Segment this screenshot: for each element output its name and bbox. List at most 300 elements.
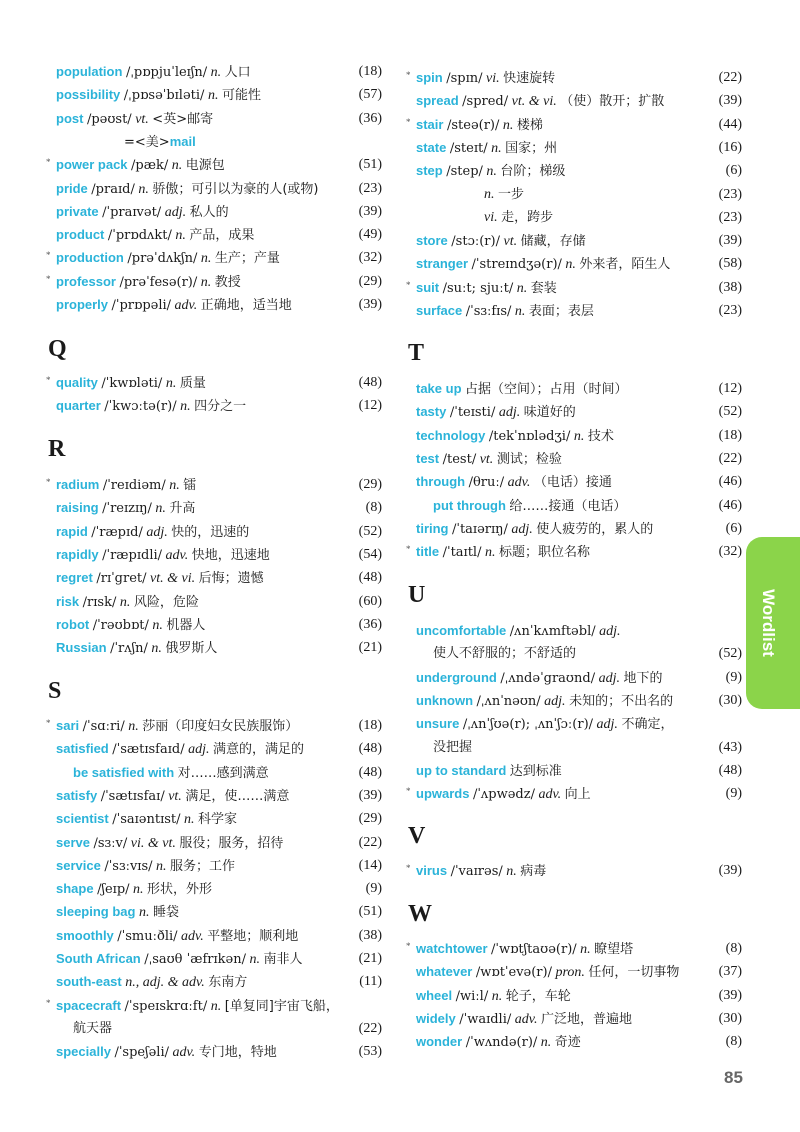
entry-meaning: 满意的，满足的 [212, 742, 304, 758]
entry-headword: professor [56, 273, 116, 289]
entry-unit-number: (49) [358, 227, 382, 243]
entry-body [416, 161, 565, 182]
new-word-star-icon: * [46, 273, 51, 284]
entry-phonetic: /ˈsmuːðli/ [117, 928, 178, 944]
entry-unit-number: (11) [359, 974, 382, 990]
entry-body [56, 809, 237, 830]
entry-headword: tasty [416, 404, 447, 420]
entry-headword: wheel [416, 987, 453, 1003]
entry-part-of-speech: n. [175, 228, 186, 244]
entry-body [416, 784, 591, 805]
entry-part-of-speech: vt. & vi. [511, 94, 557, 110]
entry-unit-number: (39) [358, 203, 382, 219]
entry-meaning: 没把握 [433, 739, 473, 755]
entry-headword: stranger [416, 256, 469, 272]
entry-meaning: 骄傲；可引以为豪的人(或物) [152, 181, 319, 197]
entry-body [56, 716, 298, 737]
entry-meaning: 套装 [530, 280, 557, 296]
entry-meaning: 快速旋转 [503, 71, 556, 86]
entry-unit-number: (22) [358, 1020, 382, 1036]
entry-part-of-speech: n. [119, 594, 131, 610]
entry-meaning: 后悔；遗憾 [198, 571, 264, 587]
entry-unit-number: (18) [718, 427, 742, 443]
entry-meaning: 质量 [179, 376, 206, 391]
new-word-star-icon: * [46, 997, 51, 1008]
entry-headword: store [416, 233, 448, 249]
word-entry [408, 185, 742, 205]
entry-part-of-speech: vi. [486, 71, 500, 86]
word-entry [48, 179, 382, 199]
entry-phonetic: /pəʊst/ [86, 111, 132, 127]
entry-phonetic: /ˈvaɪrəs/ [450, 864, 503, 879]
section-letter-s: S [48, 678, 62, 704]
entry-body [73, 1019, 112, 1039]
word-entry [48, 833, 382, 853]
entry-body [73, 763, 269, 784]
entry-part-of-speech: n. [540, 1035, 552, 1051]
entry-meaning: （使）散开；扩散 [560, 94, 665, 110]
entry-headword: take up [416, 381, 462, 396]
entry-part-of-speech: adj. [544, 693, 566, 709]
entry-body [433, 644, 576, 664]
entry-meaning: 台阶；梯级 [500, 164, 566, 180]
word-entry [48, 295, 382, 315]
entry-part-of-speech: pron. [555, 965, 585, 981]
entry-headword: unknown [416, 692, 474, 708]
entry-headword: virus [416, 863, 448, 878]
word-entry [48, 545, 382, 565]
entry-unit-number: (48) [358, 570, 382, 586]
entry-headword: upwards [416, 786, 470, 802]
entry-part-of-speech: n. [152, 617, 163, 633]
entry-body [56, 295, 292, 316]
entry-meaning: 机器人 [166, 617, 206, 633]
entry-meaning: （电话）接通 [533, 475, 612, 491]
entry-meaning: 储藏，存储 [520, 234, 586, 250]
entry-meaning: 人口 [224, 65, 251, 80]
entry-body [56, 879, 212, 900]
entry-phonetic: /ˈkwɔːtə(r)/ [104, 399, 177, 415]
entry-meaning: 私人的 [189, 204, 229, 220]
entry-part-of-speech: vt. [135, 111, 149, 127]
word-entry [408, 496, 742, 516]
entry-headword: whatever [416, 964, 473, 980]
entry-unit-number: (29) [358, 273, 382, 289]
entry-headword: satisfy [56, 787, 98, 803]
entry-body [56, 272, 241, 293]
entry-part-of-speech: adv. [514, 1011, 538, 1027]
entry-headword: title [416, 544, 440, 560]
entry-phonetic: /rɪsk/ [82, 594, 117, 610]
entry-body [416, 668, 662, 689]
entry-part-of-speech: adj. [596, 717, 618, 733]
entry-meaning: 走，跨步 [501, 209, 554, 225]
word-entry [48, 716, 382, 736]
entry-headword: product [56, 227, 105, 243]
entry-unit-number: (48) [358, 764, 382, 780]
entry-unit-number: (22) [358, 834, 382, 850]
entry-unit-number: (48) [358, 375, 382, 390]
word-entry [408, 91, 742, 111]
entry-body [416, 986, 571, 1007]
entry-phonetic: /ˈkwɒləti/ [101, 376, 163, 391]
entry-meaning: 不确定， [621, 717, 674, 733]
entry-meaning: 向上 [564, 787, 591, 803]
entry-body [416, 621, 621, 642]
entry-headword: put through [433, 497, 506, 513]
entry-headword: unsure [416, 716, 460, 732]
entry-meaning: 任何，一切事物 [588, 965, 680, 981]
entry-phonetic: /spred/ [462, 94, 509, 110]
entry-meaning: 快地，迅速地 [191, 547, 270, 563]
entry-headword: quarter [56, 398, 101, 414]
entry-part-of-speech: n. [171, 158, 183, 174]
entry-part-of-speech: n. [138, 181, 149, 197]
entry-meaning: 正确地，适当地 [200, 298, 292, 313]
entry-phonetic: /ˈtaɪərɪŋ/ [452, 521, 508, 537]
entry-unit-number: (18) [358, 718, 382, 733]
word-entry [48, 475, 382, 495]
entry-body [416, 691, 673, 712]
entry-part-of-speech: vi. & vt. [130, 835, 176, 851]
entry-part-of-speech: n. [580, 942, 591, 957]
entry-unit-number: (30) [718, 692, 742, 708]
new-word-star-icon: * [406, 786, 411, 797]
entry-unit-number: (9) [725, 669, 742, 685]
entry-headword: South African [56, 951, 141, 966]
section-letter-v: V [408, 823, 426, 849]
entry-headword: properly [56, 297, 109, 312]
entry-part-of-speech: n. [506, 864, 517, 879]
entry-phonetic: /praɪd/ [91, 181, 135, 197]
entry-unit-number: (39) [718, 233, 742, 249]
word-entry [408, 986, 742, 1006]
entry-meaning: 东南方 [208, 975, 248, 991]
entry-meaning: 风险，危险 [133, 594, 199, 610]
word-entry [408, 278, 742, 298]
entry-unit-number: (39) [718, 93, 742, 109]
new-word-star-icon: * [46, 157, 51, 168]
entry-body [124, 132, 196, 153]
entry-part-of-speech: n. [514, 304, 526, 319]
entry-headword: surface [416, 303, 463, 318]
entry-part-of-speech: n. [138, 905, 150, 921]
entry-part-of-speech: vt. [168, 788, 182, 804]
entry-headword: watchtower [416, 941, 488, 956]
word-entry [408, 939, 742, 959]
word-entry [48, 396, 382, 416]
entry-phonetic: /ˈspeʃəli/ [114, 1045, 169, 1061]
entry-meaning: 教授 [214, 274, 241, 290]
entry-unit-number: (8) [725, 1034, 742, 1050]
entry-headword: spin [416, 70, 443, 85]
entry-phonetic: /θruː/ [468, 475, 505, 491]
entry-phonetic: /ˈteɪsti/ [449, 405, 496, 421]
entry-headword: satisfied [56, 741, 109, 757]
entry-part-of-speech: n. [502, 117, 514, 133]
word-entry [48, 498, 382, 518]
entry-body [56, 786, 289, 807]
entry-headword: sleeping bag [56, 904, 136, 920]
entry-body [56, 739, 304, 760]
word-entry [408, 644, 742, 664]
word-entry [48, 1019, 382, 1039]
entry-meaning: 楼梯 [516, 117, 543, 133]
word-entry [408, 301, 742, 321]
entry-unit-number: (8) [725, 941, 742, 956]
entry-headword: serve [56, 834, 90, 850]
entry-headword: possibility [56, 87, 121, 103]
entry-part-of-speech: n. [165, 376, 177, 391]
entry-headword: production [56, 250, 124, 266]
new-word-star-icon: * [406, 116, 411, 127]
entry-part-of-speech: n. [169, 478, 180, 493]
word-entry [48, 373, 382, 393]
entry-unit-number: (51) [358, 904, 382, 920]
entry-meaning: 四分之一 [194, 399, 247, 415]
entry-body [416, 91, 664, 112]
word-entry [408, 784, 742, 804]
entry-body [416, 519, 653, 540]
entry-body [416, 1009, 632, 1030]
entry-phonetic: /suːt; sjuːt/ [442, 280, 514, 296]
entry-part-of-speech: adv. [174, 298, 198, 313]
section-letter-r: R [48, 436, 66, 462]
entry-meaning: 莎丽（印度妇女民族服饰） [142, 719, 299, 734]
entry-part-of-speech: n. [128, 719, 139, 734]
entry-phonetic: /wiːl/ [455, 988, 489, 1004]
word-entry [48, 109, 382, 129]
entry-meaning: 给……接通（电话） [509, 498, 627, 514]
entry-unit-number: (39) [358, 787, 382, 803]
entry-body [416, 115, 543, 136]
word-entry [408, 1009, 742, 1029]
entry-body [484, 185, 524, 205]
entry-body [56, 522, 249, 543]
entry-phonetic: /stɔː(r)/ [451, 234, 500, 250]
entry-part-of-speech: adj. [146, 524, 168, 540]
entry-phonetic: /ˈsɜːvɪs/ [104, 858, 153, 874]
entry-phonetic: /ˈstreɪndʒə(r)/ [471, 257, 562, 273]
entry-unit-number: (52) [718, 404, 742, 420]
entry-part-of-speech: adv. [181, 928, 204, 944]
entry-meaning: 可能性 [221, 88, 261, 104]
entry-meaning: <英>邮寄 [152, 111, 214, 127]
entry-body [416, 231, 586, 252]
entry-headword: up to standard [416, 762, 507, 778]
entry-unit-number: (38) [718, 279, 742, 295]
new-word-star-icon: * [406, 279, 411, 290]
entry-meaning: 外来者，陌生人 [579, 257, 671, 273]
entry-body [416, 939, 633, 960]
word-entry [408, 231, 742, 251]
entry-phonetic: /ˈprɒpəli/ [111, 298, 172, 313]
entry-part-of-speech: n. [184, 812, 195, 828]
entry-part-of-speech: n. [207, 88, 219, 104]
entry-unit-number: (53) [358, 1044, 382, 1060]
entry-unit-number: (9) [725, 786, 742, 802]
entry-meaning: 占据（空间）；占用（时间） [465, 382, 628, 397]
word-entry [408, 254, 742, 274]
entry-part-of-speech: adj. [598, 670, 620, 686]
word-entry [408, 138, 742, 158]
word-entry [408, 161, 742, 181]
entry-part-of-speech: n. [151, 641, 162, 657]
entry-headword: risk [56, 593, 80, 609]
entry-meaning: 生产；产量 [214, 251, 280, 267]
word-entry [408, 761, 742, 781]
entry-body [416, 542, 590, 563]
word-entry [48, 62, 382, 82]
entry-meaning: 使人疲劳的，累人的 [536, 521, 654, 537]
entry-meaning: 未知的；不出名的 [569, 693, 674, 709]
entry-headword: power pack [56, 157, 128, 173]
entry-meaning: 国家；州 [505, 140, 558, 156]
entry-headword: stair [416, 116, 444, 132]
word-entry [48, 856, 382, 876]
word-entry [408, 738, 742, 758]
entry-meaning: 俄罗斯人 [165, 641, 218, 657]
entry-unit-number: (48) [358, 741, 382, 757]
entry-unit-number: (57) [358, 87, 382, 103]
entry-part-of-speech: n. [565, 257, 576, 273]
entry-body [416, 278, 557, 299]
entry-body [56, 225, 254, 246]
entry-headword: wonder [416, 1034, 463, 1050]
entry-headword: Russian [56, 640, 107, 656]
entry-unit-number: (18) [358, 64, 382, 79]
entry-phonetic: /ˌʌndəˈgraʊnd/ [500, 670, 596, 686]
entry-body [56, 615, 205, 636]
entry-part-of-speech: n. [484, 545, 496, 561]
word-entry [408, 714, 742, 734]
entry-part-of-speech: n. [491, 140, 502, 156]
entry-body [56, 902, 179, 923]
entry-body [416, 379, 628, 400]
entry-unit-number: (12) [358, 398, 382, 414]
entry-phonetic: /steə(r)/ [446, 117, 500, 133]
entry-unit-number: (23) [718, 303, 742, 318]
entry-body [416, 426, 614, 447]
entry-unit-number: (29) [358, 477, 382, 492]
entry-body [416, 761, 562, 782]
new-word-star-icon: * [406, 941, 411, 951]
word-entry [48, 879, 382, 899]
entry-part-of-speech: adj. [511, 521, 533, 537]
entry-part-of-speech: n. [200, 274, 212, 290]
word-entry [48, 972, 382, 992]
entry-meaning: 满足，使……满意 [185, 788, 290, 804]
entry-body [416, 68, 555, 89]
entry-phonetic: /ˈræpɪd/ [91, 524, 143, 540]
entry-unit-number: (22) [718, 450, 742, 466]
entry-unit-number: (46) [718, 497, 742, 513]
new-word-star-icon: * [46, 718, 51, 728]
entry-meaning: 表面；表层 [528, 304, 594, 319]
entry-body [56, 592, 199, 613]
entry-part-of-speech: n. [486, 164, 497, 180]
wordlist-side-tab[interactable] [746, 537, 800, 709]
entry-body [56, 949, 302, 970]
entry-meaning: 电源包 [185, 158, 225, 174]
word-entry [408, 542, 742, 562]
entry-part-of-speech: n. [516, 280, 528, 296]
entry-meaning: 南非人 [263, 952, 303, 967]
entry-body [56, 202, 229, 223]
section-letter-t: T [408, 340, 425, 366]
entry-body [56, 996, 339, 1017]
entry-body [56, 833, 283, 854]
entry-headword: spread [416, 93, 459, 109]
entry-part-of-speech: n. [491, 988, 503, 1004]
entry-body [56, 926, 298, 947]
entry-headword: through [416, 474, 466, 490]
word-entry [48, 809, 382, 829]
entry-phonetic: /sɜːv/ [93, 835, 128, 851]
entry-phonetic: /ˈsætɪsfaɪd/ [112, 742, 185, 758]
entry-phonetic: /ˈsætɪsfaɪ/ [100, 788, 165, 804]
entry-body [484, 208, 553, 228]
entry-body [56, 475, 196, 496]
entry-phonetic: /pæk/ [131, 158, 169, 174]
entry-headword: spacecraft [56, 997, 122, 1013]
entry-headword: scientist [56, 811, 109, 827]
entry-unit-number: (43) [718, 739, 742, 755]
entry-phonetic: /ˈreɪdiəm/ [102, 478, 166, 493]
entry-headword: state [416, 139, 447, 155]
entry-meaning: 服务；工作 [170, 858, 236, 874]
word-entry [48, 132, 382, 152]
entry-meaning: 标题；职位名称 [498, 545, 590, 561]
word-entry [48, 739, 382, 759]
entry-unit-number: (52) [358, 523, 382, 539]
entry-phonetic: /ˈsɜːfɪs/ [465, 304, 512, 319]
entry-phonetic: /test/ [442, 451, 477, 467]
entry-phonetic: /spɪn/ [446, 71, 483, 86]
entry-part-of-speech: adv. [507, 475, 531, 491]
entry-phonetic: /prəˈfesə(r)/ [119, 274, 198, 290]
entry-headword: mail [169, 133, 196, 149]
entry-unit-number: (6) [725, 163, 742, 179]
entry-meaning: [单复同]宇宙飞船， [224, 998, 339, 1014]
entry-headword: service [56, 857, 101, 873]
entry-unit-number: (30) [718, 1010, 742, 1026]
section-letter-q: Q [48, 336, 67, 362]
entry-unit-number: (52) [718, 646, 742, 662]
entry-part-of-speech: n. [200, 251, 212, 267]
entry-meaning: 一步 [498, 186, 525, 202]
entry-unit-number: (36) [358, 616, 382, 632]
word-entry [48, 85, 382, 105]
entry-unit-number: (12) [718, 381, 742, 396]
entry-unit-number: (21) [358, 640, 382, 656]
entry-phonetic: /step/ [446, 164, 483, 180]
entry-headword: smoothly [56, 927, 114, 943]
entry-headword: south-east [56, 974, 122, 990]
entry-part-of-speech: n. [133, 882, 144, 898]
entry-meaning: 测试；检验 [496, 451, 562, 467]
entry-part-of-speech: vi. [484, 209, 498, 225]
entry-body [416, 449, 562, 470]
entry-unit-number: (16) [718, 139, 742, 155]
new-word-star-icon: * [46, 250, 51, 261]
word-entry [48, 248, 382, 268]
entry-unit-number: (39) [718, 987, 742, 1003]
entry-unit-number: (44) [718, 116, 742, 132]
section-letter-w: W [408, 901, 432, 927]
entry-body [56, 396, 246, 417]
entry-phonetic: /ˈwʌndə(r)/ [465, 1035, 538, 1051]
